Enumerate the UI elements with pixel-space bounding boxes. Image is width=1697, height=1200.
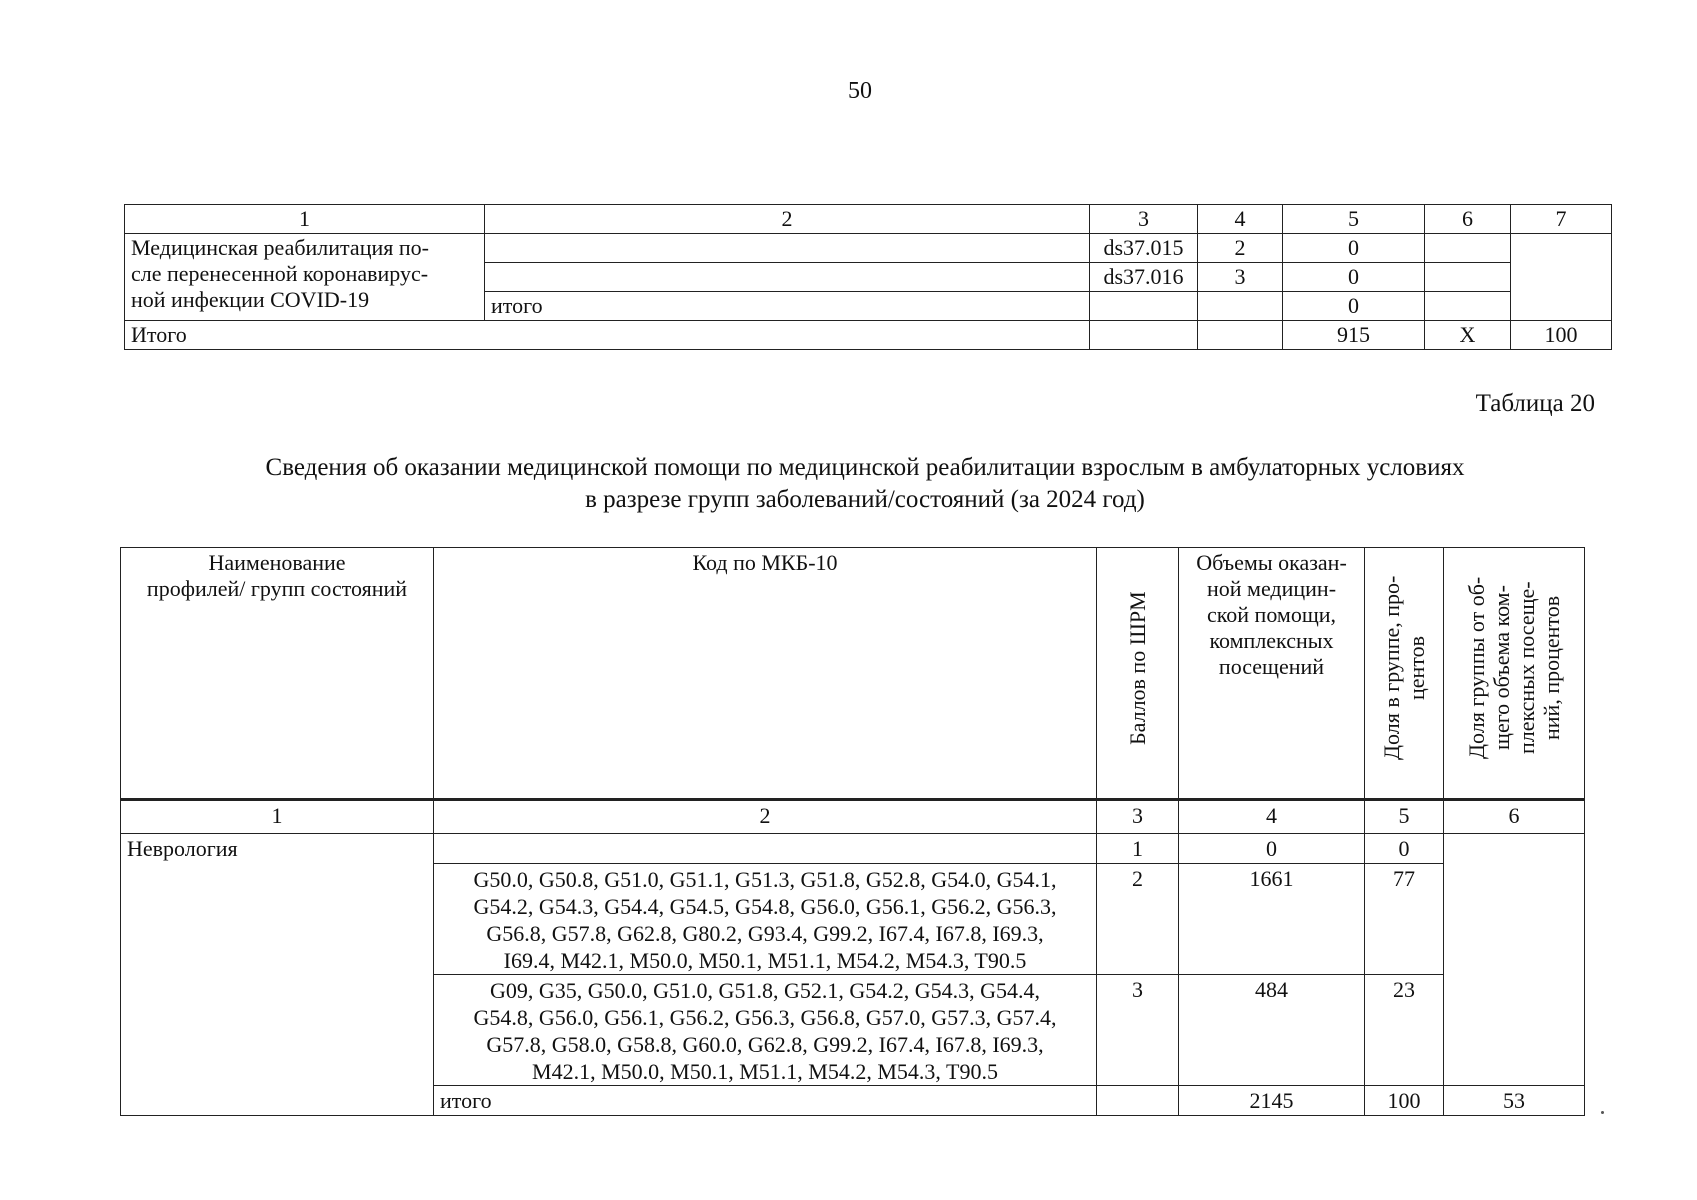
rehab-table xyxy=(120,547,1585,1116)
code-cell xyxy=(485,263,1090,292)
share-cell: 23 xyxy=(1365,975,1444,1086)
col-number: 1 xyxy=(125,205,485,234)
score-cell: 2 xyxy=(1198,234,1283,263)
subtotal-label: итого xyxy=(485,292,1090,321)
group-share-cell xyxy=(1511,234,1612,321)
table-label: Таблица 20 xyxy=(1475,390,1595,417)
table-row xyxy=(121,834,1585,864)
score-cell xyxy=(1198,321,1283,350)
csg-code xyxy=(1090,292,1198,321)
table-row xyxy=(125,321,1612,350)
volume-cell: 0 xyxy=(1283,234,1425,263)
col-number: 4 xyxy=(1179,800,1365,834)
col-number: 3 xyxy=(1090,205,1198,234)
volume-cell: 1661 xyxy=(1179,864,1365,975)
subtotal-share: 100 xyxy=(1365,1086,1444,1116)
header-name: Наименование профилей/ групп состояний xyxy=(121,548,434,800)
group-name: Медицинская реабилитация по- сле перенесенной коронавирус- ной инфекции COVID-19 xyxy=(125,234,485,321)
col-number: 7 xyxy=(1511,205,1612,234)
continuation-table xyxy=(124,204,1612,350)
header-score: Баллов по ШРМ xyxy=(1125,591,1150,745)
csg-code xyxy=(1090,321,1198,350)
scan-dot xyxy=(1601,1111,1604,1114)
col-number: 1 xyxy=(121,800,434,834)
total-label: Итого xyxy=(125,321,1090,350)
col-number: 4 xyxy=(1198,205,1283,234)
col-number: 6 xyxy=(1444,800,1585,834)
score-cell xyxy=(1198,292,1283,321)
col-number: 5 xyxy=(1283,205,1425,234)
codes-cell: G50.0, G50.8, G51.0, G51.1, G51.3, G51.8, G52.8, G54.0, G54.1, G54.2, G54.3, G54.4, G54.5, G54.8, G56.0, G56.1, G56.2, G56.3, G56.8, G57.8, G62.8, G80.2, G93.4, G99.2, I67.4, I67.8, I69.3, I69.4, M42.1, M50.0, M50.1, M51.1, M54.2, M54.3, T90.5 xyxy=(434,864,1097,975)
group-name: Неврология xyxy=(121,834,434,1116)
header-share-group: Доля в группе, про- центов xyxy=(1379,575,1429,761)
header-score-cell xyxy=(1097,548,1179,800)
table-title: Сведения об оказании медицинской помощи по медицинской реабилитации взрослым в амбулаторных условиях в разрезе групп заболеваний/состояний (за 2024 год) xyxy=(265,454,1465,513)
header-code: Код по МКБ-10 xyxy=(434,548,1097,800)
volume-cell: 484 xyxy=(1179,975,1365,1086)
group-share-total: 53 xyxy=(1444,1086,1585,1116)
header-share-total-cell xyxy=(1444,548,1585,800)
header-volume: Объемы оказан- ной медицин- ской помощи, комплексных посещений xyxy=(1179,548,1365,800)
csg-code: ds37.016 xyxy=(1090,263,1198,292)
page-number: 50 xyxy=(848,78,872,104)
share-cell xyxy=(1425,292,1511,321)
volume-cell: 0 xyxy=(1179,834,1365,864)
col-number: 2 xyxy=(485,205,1090,234)
header-share-group-cell xyxy=(1365,548,1444,800)
share-cell: 77 xyxy=(1365,864,1444,975)
table-header-row xyxy=(121,548,1585,800)
group-share-cell xyxy=(1444,834,1585,1086)
col-number: 3 xyxy=(1097,800,1179,834)
col-number: 2 xyxy=(434,800,1097,834)
total-col7: 100 xyxy=(1511,321,1612,350)
total-col6: X xyxy=(1425,321,1511,350)
share-cell: 0 xyxy=(1365,834,1444,864)
score-cell: 2 xyxy=(1097,864,1179,975)
share-cell xyxy=(1425,263,1511,292)
codes-cell: G09, G35, G50.0, G51.0, G51.8, G52.1, G54.2, G54.3, G54.4, G54.8, G56.0, G56.1, G56.2, G56.3, G56.8, G57.0, G57.3, G57.4, G57.8, G58.0, G58.8, G60.0, G62.8, G99.2, I67.4, I67.8, I69.3, M42.1, M50.0, M50.1, M51.1, M54.2, M54.3, T90.5 xyxy=(434,975,1097,1086)
score-cell: 3 xyxy=(1097,975,1179,1086)
score-cell xyxy=(1097,1086,1179,1116)
csg-code: ds37.015 xyxy=(1090,234,1198,263)
header-share-total: Доля группы от об- щего объема ком- плексных посеще- ний, процентов xyxy=(1464,576,1564,760)
codes-cell xyxy=(434,834,1097,864)
volume-cell: 0 xyxy=(1283,263,1425,292)
col-number: 5 xyxy=(1365,800,1444,834)
table-row xyxy=(125,205,1612,234)
column-number-row xyxy=(121,800,1585,834)
total-volume: 915 xyxy=(1283,321,1425,350)
score-cell: 3 xyxy=(1198,263,1283,292)
subtotal-label: итого xyxy=(434,1086,1097,1116)
score-cell: 1 xyxy=(1097,834,1179,864)
table-row xyxy=(125,234,1612,263)
code-cell xyxy=(485,234,1090,263)
share-cell xyxy=(1425,234,1511,263)
subtotal-volume: 0 xyxy=(1283,292,1425,321)
subtotal-volume: 2145 xyxy=(1179,1086,1365,1116)
col-number: 6 xyxy=(1425,205,1511,234)
